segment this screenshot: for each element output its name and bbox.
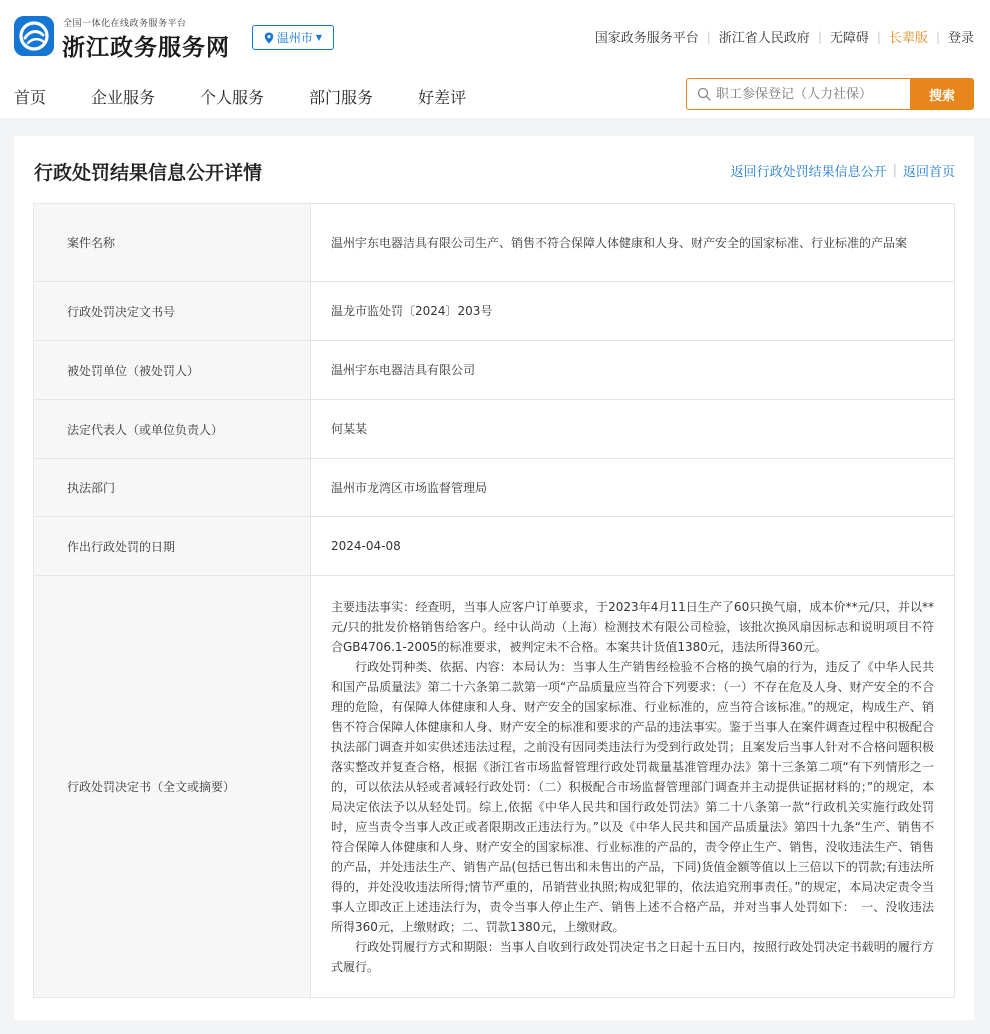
field-label: 案件名称 xyxy=(34,204,311,282)
chevron-down-icon: ▼ xyxy=(315,33,323,42)
city-label: 温州市 xyxy=(276,31,313,45)
nav-item-department[interactable]: 部门服务 xyxy=(309,88,374,107)
nav-item-home[interactable]: 首页 xyxy=(14,88,47,107)
back-to-home-link[interactable]: 返回首页 xyxy=(902,165,955,180)
detail-card xyxy=(14,136,974,1020)
field-label: 执法部门 xyxy=(34,459,311,517)
field-label: 法定代表人（或单位负责人） xyxy=(34,400,311,459)
link-accessibility[interactable]: 无障碍 xyxy=(829,31,869,46)
breadcrumb-links xyxy=(731,161,955,180)
field-value: 温州宇东电器洁具有限公司生产、销售不符合保障人体健康和人身、财产安全的国家标准、行业标准的产品案 xyxy=(311,204,955,282)
divider: | xyxy=(935,29,940,44)
nav-item-enterprise[interactable]: 企业服务 xyxy=(91,88,156,107)
field-value: 2024-04-08 xyxy=(311,517,955,576)
site-subtitle: 全国一体化在线政务服务平台 xyxy=(63,19,187,29)
table-row xyxy=(34,459,955,517)
search-input[interactable] xyxy=(716,87,906,102)
divider: | xyxy=(817,29,822,44)
link-provincial-government[interactable]: 浙江省人民政府 xyxy=(718,31,810,46)
field-label: 行政处罚决定书（全文或摘要） xyxy=(34,576,311,998)
location-pin-icon xyxy=(264,32,274,44)
back-to-list-link[interactable]: 返回行政处罚结果信息公开 xyxy=(730,165,887,180)
nav-item-personal[interactable]: 个人服务 xyxy=(200,88,265,107)
site-header xyxy=(0,0,990,118)
search-icon xyxy=(697,87,711,101)
table-row xyxy=(34,576,955,998)
divider: | xyxy=(706,29,711,44)
decision-paragraph-enforcement: 行政处罚履行方式和期限：当事人自收到行政处罚决定书之日起十五日内，按照行政处罚决定书载明的履行方式履行。 xyxy=(331,939,934,974)
search-button[interactable]: 搜索 xyxy=(910,78,974,110)
field-value: 温州市龙湾区市场监督管理局 xyxy=(311,459,955,517)
link-login[interactable]: 登录 xyxy=(947,31,974,46)
top-links xyxy=(595,27,974,46)
search-bar xyxy=(686,78,974,110)
table-row xyxy=(34,341,955,400)
field-value: 温州宇东电器洁具有限公司 xyxy=(311,341,955,400)
site-name[interactable]: 浙江政务服务网 xyxy=(62,34,230,61)
decision-paragraph-facts: 主要违法事实：经查明，当事人应客户订单要求，于2023年4月11日生产了60只换气扇，成本价**元/只，并以**元/只的批发价格销售给客户。经中认尚动（上海）检测技术有限公司检验，该批次换风扇因标志和说明项目不符合GB4706.1-2005的标准要求，被判定未不合格。本案共计货值1380元，违法所得360元。 xyxy=(331,599,934,654)
decision-document xyxy=(311,576,955,998)
table-row xyxy=(34,517,955,576)
field-value: 何某某 xyxy=(311,400,955,459)
table-row xyxy=(34,204,955,282)
penalty-info-table xyxy=(33,203,955,998)
field-label: 被处罚单位（被处罚人） xyxy=(34,341,311,400)
field-label: 作出行政处罚的日期 xyxy=(34,517,311,576)
search-field[interactable] xyxy=(686,78,910,110)
table-row xyxy=(34,400,955,459)
field-value: 温龙市监处罚〔2024〕203号 xyxy=(311,282,955,341)
link-national-platform[interactable]: 国家政务服务平台 xyxy=(594,31,699,46)
divider: | xyxy=(892,163,897,178)
main-nav xyxy=(14,85,511,108)
site-logo-icon[interactable] xyxy=(14,16,54,56)
decision-paragraph-basis: 行政处罚种类、依据、内容：本局认为：当事人生产销售经检验不合格的换气扇的行为，违反了《中华人民共和国产品质量法》第二十六条第二款第一项“产品质量应当符合下列要求：（一）不存在危及人身、财产安全的不合理的危险，有保障人体健康和人身、财产安全的国家标准、行业标准的，应当符合该标准。”的规定，构成生产、销售不符合保障人体健康和人身、财产安全的标准和要求的产品的违法事实。鉴于当事人在案件调查过程中积极配合执法部门调查并如实供述违法过程，之前没有因同类违法行为受到行政处罚；且案发后当事人针对不合格问题积极落实整改并复查合格，根据《浙江省市场监督管理行政处罚裁量基准管理办法》第十三条第二项“有下列情形之一的，可以依法从轻或者减轻行政处罚：（二）积极配合市场监督管理部门调查并主动提供证据材料的；”的规定，本局决定依法予以从轻处罚。综上,依据《中华人民共和国行政处罚法》第二十八条第一款“行政机关实施行政处罚时，应当责令当事人改正或者限期改正违法行为。”以及《中华人民共和国产品质量法》第四十九条“生产、销售不符合保障人体健康和人身、财产安全的国家标准、行业标准的产品的，责令停止生产、销售，没收违法生产、销售的产品，并处违法生产、销售产品(包括已售出和未售出的产品，下同)货值金额等值以上三倍以下的罚款;有违法所得的，并处没收违法所得;情节严重的，吊销营业执照;构成犯罪的，依法追究刑事责任。”的规定，本局决定责令当事人立即改正上述违法行为，责令当事人停止生产、销售上述不合格产品，并对当事人处罚如下： 一、没收违法所得360元，上缴财政；二、罚款1380元，上缴财政。 xyxy=(331,659,934,934)
divider: | xyxy=(876,29,881,44)
table-row xyxy=(34,282,955,341)
page-title: 行政处罚结果信息公开详情 xyxy=(34,162,263,184)
field-label: 行政处罚决定文书号 xyxy=(34,282,311,341)
link-elder-mode[interactable]: 长辈版 xyxy=(888,31,928,46)
city-selector[interactable] xyxy=(252,25,334,50)
nav-item-review[interactable]: 好差评 xyxy=(418,88,467,107)
